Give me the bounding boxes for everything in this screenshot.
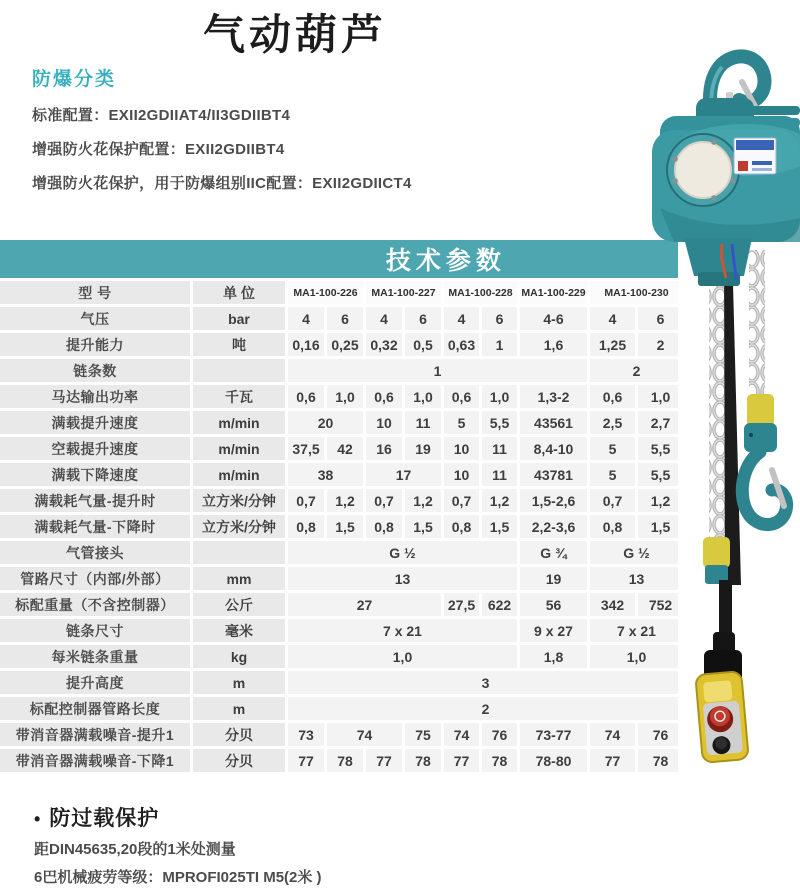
spec-value: 1,2: [405, 489, 441, 512]
spec-value: 11: [405, 411, 441, 434]
spec-value: 0,5: [405, 333, 441, 356]
row-unit: mm: [193, 567, 285, 590]
spec-value: 0,63: [444, 333, 479, 356]
spec-value: 27: [288, 593, 441, 616]
table-row: [0, 619, 686, 642]
spec-value: 0,8: [288, 515, 324, 538]
spec-value: 74: [327, 723, 402, 746]
table-row: [0, 385, 686, 408]
chain-stopper: [703, 537, 730, 584]
spec-value: 4: [444, 307, 479, 330]
spec-value: 5: [590, 463, 635, 486]
spec-value: 8,4-10: [520, 437, 587, 460]
row-label: 满载耗气量-下降时: [0, 515, 190, 538]
spec-value: 1,0: [638, 385, 683, 408]
overload-note-1: 距DIN45635,20段的1米处测量: [34, 841, 236, 858]
row-unit: bar: [193, 307, 285, 330]
table-row: [0, 333, 686, 356]
config-line-standard: 标准配置：EXII2GDIIAT4/II3GDIIBT4: [32, 107, 291, 124]
model-name: MA1-100-228: [444, 281, 517, 304]
table-row: [0, 697, 686, 720]
spec-value: 16: [366, 437, 402, 460]
table-row: [0, 489, 686, 512]
spec-value: 1,5: [482, 515, 517, 538]
row-unit: [193, 541, 285, 564]
row-unit: 分贝: [193, 749, 285, 772]
spec-value: 0,8: [366, 515, 402, 538]
row-unit: 立方米/分钟: [193, 515, 285, 538]
spec-value: 0,6: [444, 385, 479, 408]
spec-value: 2,2-3,6: [520, 515, 587, 538]
spec-value: 73: [288, 723, 324, 746]
spec-value: 0,6: [366, 385, 402, 408]
config-line-iic: 增强防火花保护，用于防爆组别IIC配置：EXII2GDIICT4: [32, 175, 412, 192]
spec-value: 43561: [520, 411, 587, 434]
row-label: 提升能力: [0, 333, 190, 356]
unit-column-header: 单 位: [193, 281, 285, 304]
row-label: 满载下降速度: [0, 463, 190, 486]
spec-value: 78: [638, 749, 683, 772]
row-label: 标配控制器管路长度: [0, 697, 190, 720]
spec-value: 19: [520, 567, 587, 590]
spec-value: 77: [366, 749, 402, 772]
spec-value: 6: [405, 307, 441, 330]
spec-value: 10: [444, 463, 479, 486]
row-label: 马达输出功率: [0, 385, 190, 408]
spec-value: 1: [482, 333, 517, 356]
table-row: [0, 359, 686, 382]
row-label: 气压: [0, 307, 190, 330]
model-name: MA1-100-230: [590, 281, 683, 304]
table-row: [0, 541, 686, 564]
config-line-enhanced: 增强防火花保护配置：EXII2GDIIBT4: [32, 141, 285, 158]
spec-value: 0,7: [444, 489, 479, 512]
spec-value: 4: [590, 307, 635, 330]
row-unit: m: [193, 671, 285, 694]
spec-value: 77: [444, 749, 479, 772]
spec-value: 5,5: [638, 437, 683, 460]
spec-value: 1,0: [288, 645, 517, 668]
bullet-icon: •: [34, 809, 42, 829]
spec-table: [0, 240, 686, 775]
spec-value: 5: [444, 411, 479, 434]
overload-note-2: 6巴机械疲劳等级：MPROFI025TI M5(2米 ): [34, 869, 322, 886]
row-unit: 分贝: [193, 723, 285, 746]
spec-value: 1,6: [520, 333, 587, 356]
spec-value: 0,8: [444, 515, 479, 538]
row-unit: kg: [193, 645, 285, 668]
spec-value: 0,7: [288, 489, 324, 512]
spec-value: 78-80: [520, 749, 587, 772]
spec-value: 1,2: [638, 489, 683, 512]
spec-value: 1,3-2: [520, 385, 587, 408]
spec-value: 78: [405, 749, 441, 772]
row-unit: m/min: [193, 437, 285, 460]
spec-value: 78: [327, 749, 363, 772]
row-label: 满载耗气量-提升时: [0, 489, 190, 512]
row-unit: m: [193, 697, 285, 720]
spec-value: 2,7: [638, 411, 683, 434]
spec-value: 56: [520, 593, 587, 616]
row-unit: 立方米/分钟: [193, 489, 285, 512]
spec-value: 13: [288, 567, 517, 590]
spec-value: 1,0: [327, 385, 363, 408]
table-row: [0, 437, 686, 460]
table-row: [0, 567, 686, 590]
spec-value: 7 x 21: [288, 619, 517, 642]
spec-value: 43781: [520, 463, 587, 486]
spec-value: 1,8: [520, 645, 587, 668]
spec-value: 73-77: [520, 723, 587, 746]
spec-value: 0,6: [590, 385, 635, 408]
model-name: MA1-100-226: [288, 281, 363, 304]
spec-value: 0,7: [590, 489, 635, 512]
row-unit: 千瓦: [193, 385, 285, 408]
spec-value: 77: [288, 749, 324, 772]
spec-value: 0,32: [366, 333, 402, 356]
row-unit: m/min: [193, 463, 285, 486]
row-label: 提升高度: [0, 671, 190, 694]
row-label: 空载提升速度: [0, 437, 190, 460]
overload-heading: [34, 802, 159, 832]
left-chain: [709, 250, 725, 580]
spec-value: 1,2: [327, 489, 363, 512]
spec-value: 0,25: [327, 333, 363, 356]
model-column-header: 型 号: [0, 281, 190, 304]
spec-value: 0,6: [288, 385, 324, 408]
spec-value: 13: [590, 567, 683, 590]
spec-value: 1,5: [638, 515, 683, 538]
spec-table-rows: [0, 281, 686, 772]
spec-value: G ½: [288, 541, 517, 564]
spec-value: 1,0: [482, 385, 517, 408]
spec-value: 27,5: [444, 593, 479, 616]
spec-value: 6: [482, 307, 517, 330]
spec-value: 1,2: [482, 489, 517, 512]
spec-value: 2: [590, 359, 683, 382]
spec-value: 78: [482, 749, 517, 772]
spec-value: 4: [288, 307, 324, 330]
table-header-row: [0, 281, 686, 304]
row-label: 链条尺寸: [0, 619, 190, 642]
spec-value: 4: [366, 307, 402, 330]
spec-value: 42: [327, 437, 363, 460]
spec-value: 74: [444, 723, 479, 746]
spec-value: 6: [327, 307, 363, 330]
table-row: [0, 645, 686, 668]
spec-value: 76: [638, 723, 683, 746]
table-row: [0, 749, 686, 772]
page-title: 气动葫芦: [202, 11, 387, 58]
explosion-proof-heading: 防爆分类: [32, 69, 117, 90]
row-label: 每米链条重量: [0, 645, 190, 668]
pendant-control: [695, 671, 748, 763]
table-row: [0, 515, 686, 538]
row-unit: 吨: [193, 333, 285, 356]
spec-value: 1,0: [590, 645, 683, 668]
spec-value: 75: [405, 723, 441, 746]
spec-value: 1,0: [405, 385, 441, 408]
spec-value: 76: [482, 723, 517, 746]
spec-value: 19: [405, 437, 441, 460]
spec-value: 10: [444, 437, 479, 460]
right-chain: [749, 250, 765, 400]
spec-value: 2: [288, 697, 683, 720]
spec-value: 1: [288, 359, 587, 382]
spec-value: 2,5: [590, 411, 635, 434]
spec-value: 38: [288, 463, 363, 486]
spec-value: 0,16: [288, 333, 324, 356]
row-unit: 公斤: [193, 593, 285, 616]
spec-value: 37,5: [288, 437, 324, 460]
spec-value: 11: [482, 437, 517, 460]
row-unit: m/min: [193, 411, 285, 434]
spec-value: 20: [288, 411, 363, 434]
spec-value: 5,5: [638, 463, 683, 486]
table-title: 技术参数: [385, 247, 506, 275]
spec-value: 1,25: [590, 333, 635, 356]
model-name: MA1-100-227: [366, 281, 441, 304]
spec-value: 4-6: [520, 307, 587, 330]
name-plate: [734, 138, 776, 174]
row-unit: [193, 359, 285, 382]
spec-value: 77: [590, 749, 635, 772]
spec-value: 622: [482, 593, 517, 616]
spec-value: 1,5: [327, 515, 363, 538]
table-row: [0, 307, 686, 330]
table-title-band: [0, 240, 686, 278]
spec-value: 17: [366, 463, 441, 486]
spec-value: 0,7: [366, 489, 402, 512]
spec-value: G ¾: [520, 541, 587, 564]
row-label: 标配重量（不含控制器）: [0, 593, 190, 616]
table-row: [0, 593, 686, 616]
spec-value: G ½: [590, 541, 683, 564]
table-row: [0, 671, 686, 694]
spec-value: 0,8: [590, 515, 635, 538]
spec-value: 1,5-2,6: [520, 489, 587, 512]
spec-value: 6: [638, 307, 683, 330]
row-label: 管路尺寸（内部/外部）: [0, 567, 190, 590]
spec-value: 11: [482, 463, 517, 486]
row-label: 链条数: [0, 359, 190, 382]
spec-value: 1,5: [405, 515, 441, 538]
product-image: [600, 40, 800, 800]
row-label: 满载提升速度: [0, 411, 190, 434]
table-row: [0, 723, 686, 746]
spec-value: 2: [638, 333, 683, 356]
spec-value: 10: [366, 411, 402, 434]
row-label: 带消音器满载噪音-下降1: [0, 749, 190, 772]
table-row: [0, 463, 686, 486]
spec-value: 5: [590, 437, 635, 460]
row-label: 气管接头: [0, 541, 190, 564]
spec-value: 5,5: [482, 411, 517, 434]
table-row: [0, 411, 686, 434]
spec-value: 9 x 27: [520, 619, 587, 642]
spec-value: 3: [288, 671, 683, 694]
row-unit: 毫米: [193, 619, 285, 642]
spec-value: 752: [638, 593, 683, 616]
row-label: 带消音器满载噪音-提升1: [0, 723, 190, 746]
spec-value: 7 x 21: [590, 619, 683, 642]
spec-value: 74: [590, 723, 635, 746]
spec-value: 342: [590, 593, 635, 616]
overload-heading-text: 防过载保护: [49, 807, 160, 830]
model-name: MA1-100-229: [520, 281, 587, 304]
